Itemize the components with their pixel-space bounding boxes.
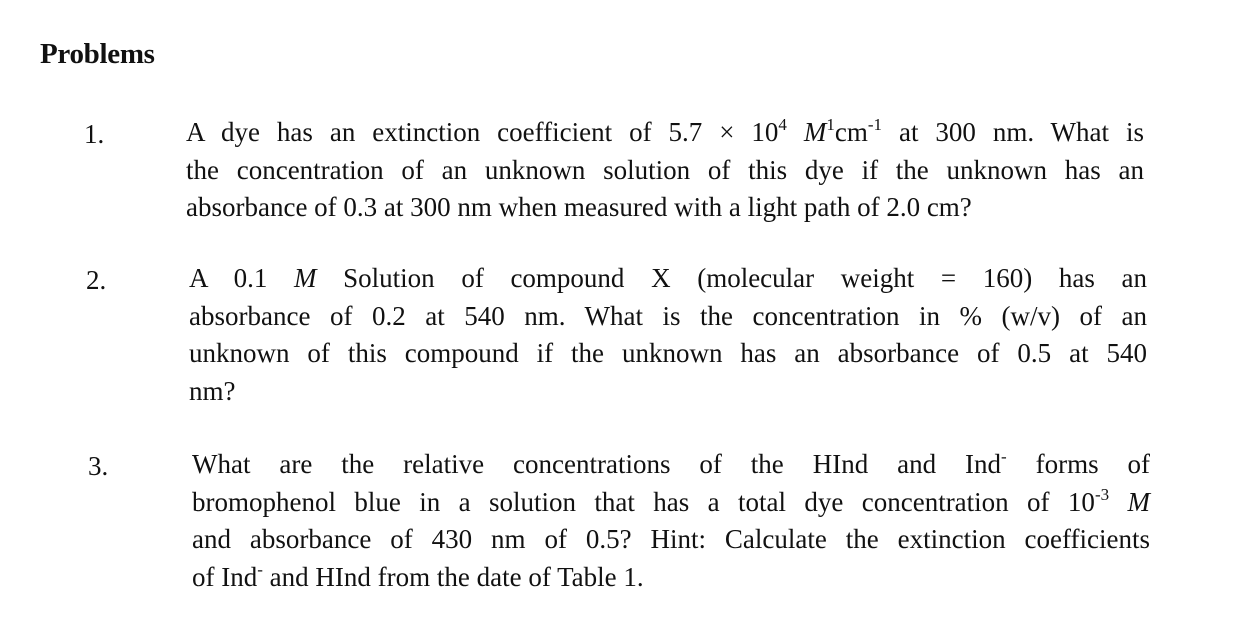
problem-line: absorbance of 0.3 at 300 nm when measured with a light path of 2.0 cm? [186, 192, 972, 222]
problem-line: What are the relative concentrations of the HInd and Ind- forms of [192, 447, 1150, 479]
problem-line: of Ind- and HInd from the date of Table 1. [192, 559, 644, 592]
problem-number: 3. [88, 451, 109, 481]
problem-line: bromophenol blue in a solution that has a total dye concentration of $10^{-3}$ M [192, 484, 1150, 517]
section-heading: Problems [40, 38, 155, 70]
problem-line: nm? [189, 375, 236, 406]
problem-text [186, 114, 1144, 227]
problem-line: and absorbance of 430 nm of 0.5? Hint: Calculate the extinction coefficients [192, 524, 1150, 554]
problem-line: A dye has an extinction coefficient of $5.7 \times 10^4$ $M^1cm^{-1}$ at 300 nm. What is [186, 115, 1144, 147]
problem-text [192, 446, 1150, 596]
problem-number: 1. [84, 119, 105, 149]
problem-text [189, 260, 1147, 410]
problem-line: absorbance of 0.2 at 540 nm. What is the concentration in % (w/v) of an [189, 300, 1147, 331]
problem-number: 2. [86, 265, 107, 295]
problem-line: the concentration of an unknown solution of this dye if the unknown has an [186, 154, 1144, 185]
problem-line: A 0.1 M Solution of compound X (molecular weight = 160) has an [189, 263, 1147, 293]
problem-line: unknown of this compound if the unknown has an absorbance of 0.5 at 540 [189, 338, 1147, 368]
